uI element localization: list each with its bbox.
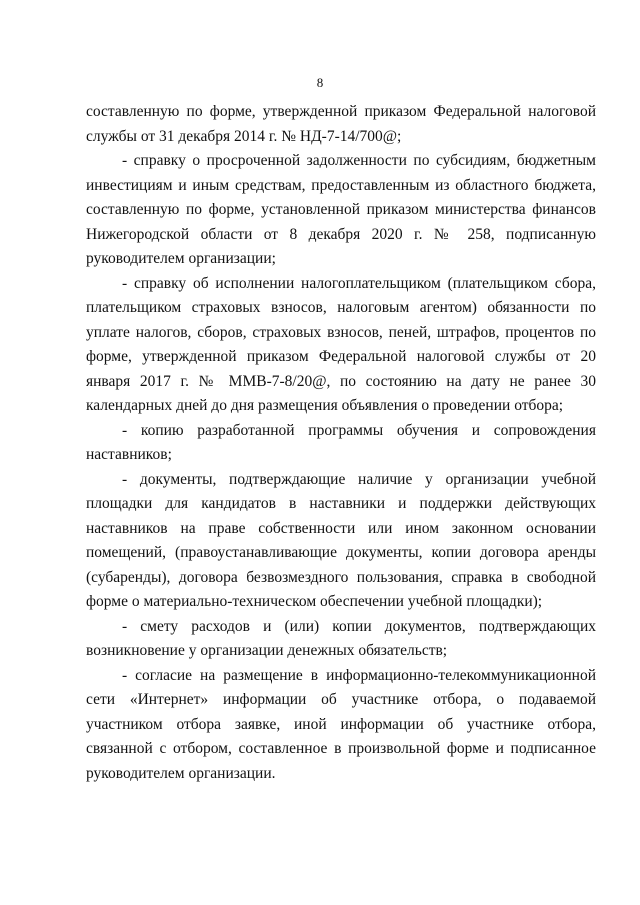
page-number: 8 — [316, 75, 324, 90]
paragraph-tax-obligation-certificate: - справку об исполнении налогоплательщиком (плательщиком сбора, плательщиком страховых взносов, налоговым агентом) обязанности по уплате налогов, сборов, страховых взносов, пеней, штрафов, процентов по форме, утвержденной приказом Федеральной налоговой службы от 20 января 2017 г. № ММВ-7-8/20@, по состоянию на дату не ранее 30 календарных дней до дня размещения объявления о проведении отбора; — [86, 274, 596, 414]
paragraph-training-site-documents: - документы, подтверждающие наличие у организации учебной площадки для кандидатов в наставники и поддержки действующих наставников на праве собственности или ином законном основании помещений, (правоустанавливающие документы, копии договора аренды (субаренды), договора безвозмездного пользования, справка в свободной форме о материально-техническом обеспечении учебной площадки); — [86, 470, 596, 610]
paragraph-expense-estimate: - смету расходов и (или) копии документов, подтверждающих возникновение у организации денежных обязательств; — [86, 617, 596, 659]
paragraph-continuation: составленную по форме, утвержденной приказом Федеральной налоговой службы от 31 декабря 2014 г. № НД-7-14/700@; — [86, 103, 596, 145]
document-body — [86, 100, 596, 786]
paragraph-overdue-debt-certificate: - справку о просроченной задолженности по субсидиям, бюджетным инвестициям и иным средствам, предоставленным из областного бюджета, составленную по форме, установленной приказом министерства финансов Нижегородской области от 8 декабря 2020 г. № 258, подписанную руководителем организации; — [86, 152, 596, 267]
paragraph-publication-consent: - согласие на размещение в информационно-телекоммуникационной сети «Интернет» информации об участнике отбора, о подаваемой участником отбора заявке, иной информации об участнике отбора, связанной с отбором, составленное в произвольной форме и подписанное руководителем организации. — [86, 666, 596, 782]
paragraph-training-program-copy: - копию разработанной программы обучения и сопровождения наставников; — [86, 421, 596, 463]
